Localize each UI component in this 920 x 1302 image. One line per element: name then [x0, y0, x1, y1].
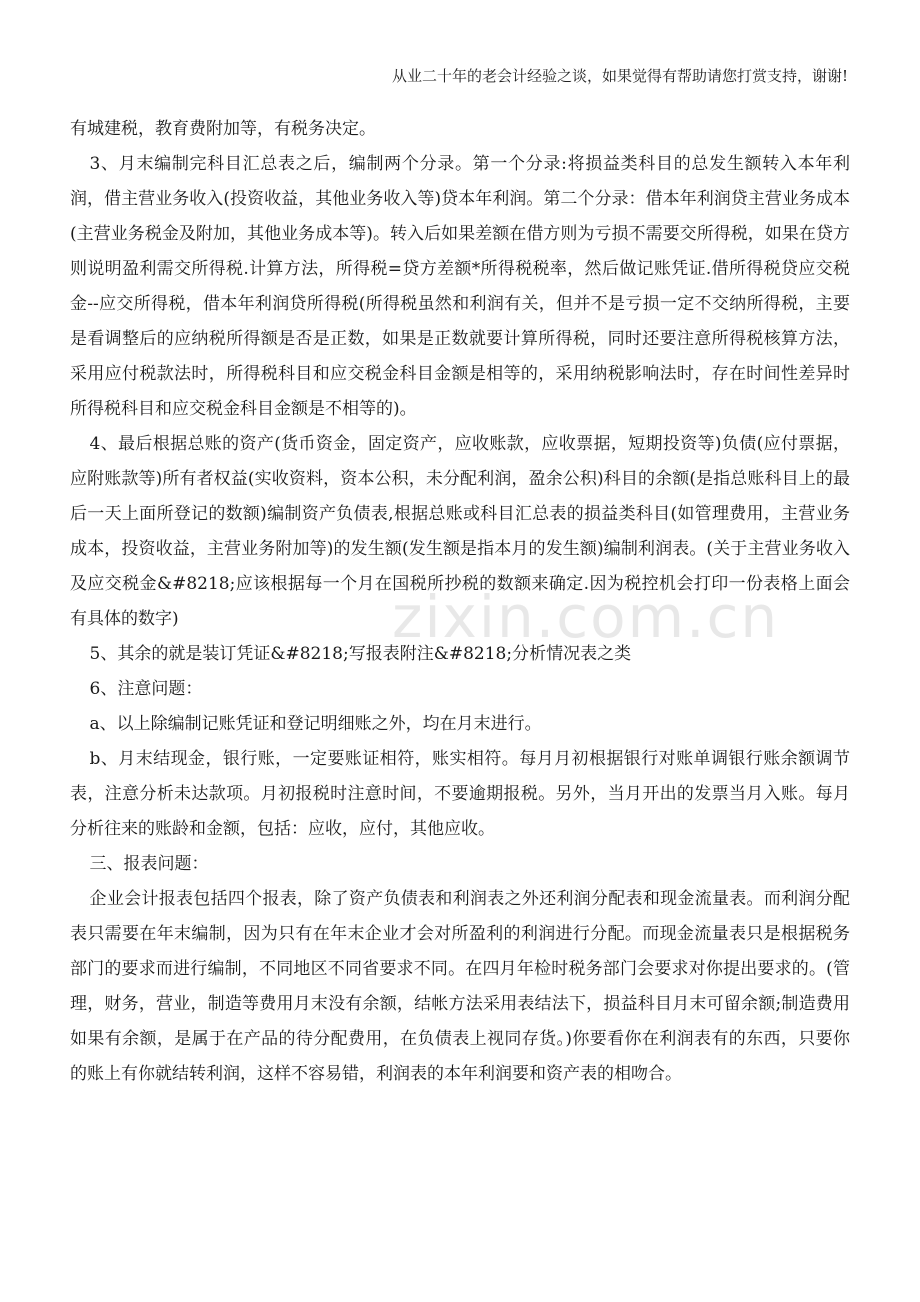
section-heading-reports: 三、报表问题：: [89, 854, 209, 874]
paragraph-reports: 企业会计报表包括四个报表，除了资产负债表和利润表之外还利润分配表和现金流量表。而利润分配表只需要在年末编制，因为只有在年末企业才会对所盈利的利润进行分配。而现金流量表只是根据税务部门的要求而进行编制，不同地区不同省要求不同。在四月年检时税务部门会要求对你提出要求的。(管理，财务，营业，制造等费用月末没有余额，结帐方法采用表结法下，损益科目月末可留余额;制造费用如果有余额，是属于在产品的待分配费用，在负债表上视同存货。)你要看你在利润表有的东西，只要你的账上有你就结转利润，这样不容易错，利润表的本年利润要和资产表的相吻合。: [70, 889, 850, 1084]
paragraph-note-a: a、以上除编制记账凭证和登记明细账之外，均在月末进行。: [89, 714, 542, 734]
paragraph-item-6-heading: 6、注意问题：: [89, 679, 203, 699]
page-header: 从业二十年的老会计经验之谈，如果觉得有帮助请您打赏支持，谢谢!: [391, 67, 848, 85]
paragraph-item-4: 4、最后根据总账的资产(货币资金，固定资产，应收账款，应收票据，短期投资等)负债(应付票据，应附账款等)所有者权益(实收资料，资本公积，未分配利润，盈余公积)科目的余额(是指总账科目上的最后一天上面所登记的数额)编制资产负债表,根据总账或科目汇总表的损益类科目(如管理费用，主营业务成本，投资收益，主营业务附加等)的发生额(发生额是指本月的发生额)编制利润表。(关于主营业务收入及应交税金&#8218;应该根据每一个月在国税所抄税的数额来确定.因为税控机会打印一份表格上面会有具体的数字): [70, 434, 850, 629]
paragraph-item-3: 3、月末编制完科目汇总表之后，编制两个分录。第一个分录:将损益类科目的总发生额转入本年利润，借主营业务收入(投资收益，其他业务收入等)贷本年利润。第二个分录：借本年利润贷主营业务成本(主营业务税金及附加，其他业务成本等)。转入后如果差额在借方则为亏损不需要交所得税，如果在贷方则说明盈利需交所得税.计算方法，所得税=贷方差额*所得税税率，然后做记账凭证.借所得税贷应交税金--应交所得税，借本年利润贷所得税(所得税虽然和利润有关，但并不是亏损一定不交纳所得税，主要是看调整后的应纳税所得额是否是正数，如果是正数就要计算所得税，同时还要注意所得税核算方法，采用应付税款法时，所得税科目和应交税金科目金额是相等的，采用纳税影响法时，存在时间性差异时所得税科目和应交税金科目金额是不相等的)。: [70, 154, 850, 419]
paragraph-note-b: b、月末结现金，银行账，一定要账证相符，账实相符。每月月初根据银行对账单调银行账余额调节表，注意分析未达款项。月初报税时注意时间，不要逾期报税。另外，当月开出的发票当月入账。每月分析往来的账龄和金额，包括：应收，应付，其他应收。: [70, 749, 850, 839]
watermark: zixin.com.cn: [392, 583, 780, 651]
paragraph-continuation: 有城建税，教育费附加等，有税务决定。: [70, 119, 376, 139]
paragraph-item-5: 5、其余的就是装订凭证&#8218;写报表附注&#8218;分析情况表之类: [89, 644, 632, 664]
document-body: [70, 112, 850, 1092]
